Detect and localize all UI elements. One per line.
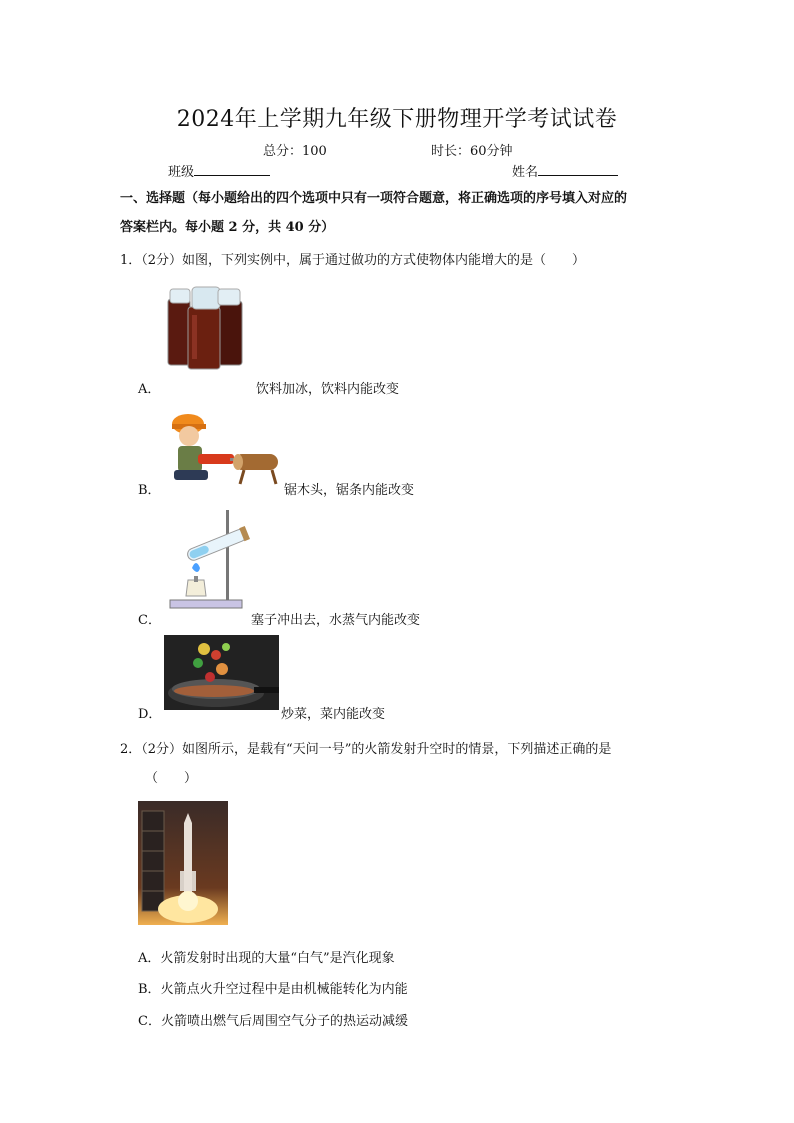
option-1d-text: 炒菜，菜内能改变	[281, 707, 386, 722]
option-1b-letter: B．	[138, 483, 161, 498]
option-2c-text: 火箭喷出燃气后周围空气分子的热运动减缓	[160, 1014, 408, 1029]
option-1a-text: 饮料加冰，饮料内能改变	[256, 382, 400, 397]
option-2c-letter: C．	[138, 1014, 161, 1029]
class-blank[interactable]	[194, 163, 270, 176]
option-2a-letter: A．	[138, 951, 161, 966]
cola-glasses-image	[162, 279, 252, 371]
question-2-stem: 2．（2分）如图所示，是载有“天问一号”的火箭发射升空时的情景，下列描述正确的是	[120, 742, 612, 757]
name-blank[interactable]	[538, 163, 618, 176]
test-tube-apparatus-image	[164, 506, 250, 614]
option-1b-text: 锯木头，锯条内能改变	[284, 483, 415, 498]
stir-fry-wok-image	[164, 635, 279, 710]
exam-duration: 时长：60分钟	[431, 144, 513, 159]
option-2a-text: 火箭发射时出现的大量“白气”是汽化现象	[160, 951, 395, 966]
name-field	[512, 161, 618, 180]
option-1a-letter: A．	[138, 382, 161, 397]
option-2b-letter: B．	[138, 982, 161, 997]
sawing-wood-image	[164, 404, 282, 486]
option-2c	[138, 1010, 408, 1029]
page-title: 2024年上学期九年级下册物理开学考试试卷	[176, 107, 618, 132]
option-2b-text: 火箭点火升空过程中是由机械能转化为内能	[160, 982, 408, 997]
option-1d-letter: D．	[138, 707, 162, 722]
option-2b	[138, 978, 408, 997]
section-heading: 一、选择题（每小题给出的四个选项中只有一项符合题意，将正确选项的序号填入对应的	[120, 191, 628, 206]
class-label: 班级	[168, 165, 195, 180]
question-1-stem: 1．（2分）如图，下列实例中，属于通过做功的方式使物体内能增大的是（ ）	[120, 253, 586, 268]
option-1c-letter: C．	[138, 613, 161, 628]
class-field	[168, 161, 270, 180]
rocket-launch-image	[138, 801, 228, 925]
option-1c-text: 塞子冲出去，水蒸气内能改变	[251, 613, 421, 628]
name-label: 姓名	[512, 165, 539, 180]
option-2a	[138, 947, 395, 966]
section-heading-cont: 答案栏内。每小题 2 分，共 40 分）	[120, 220, 335, 235]
question-2-answer-paren: （ ）	[145, 771, 198, 786]
total-score: 总分：100	[263, 144, 327, 159]
